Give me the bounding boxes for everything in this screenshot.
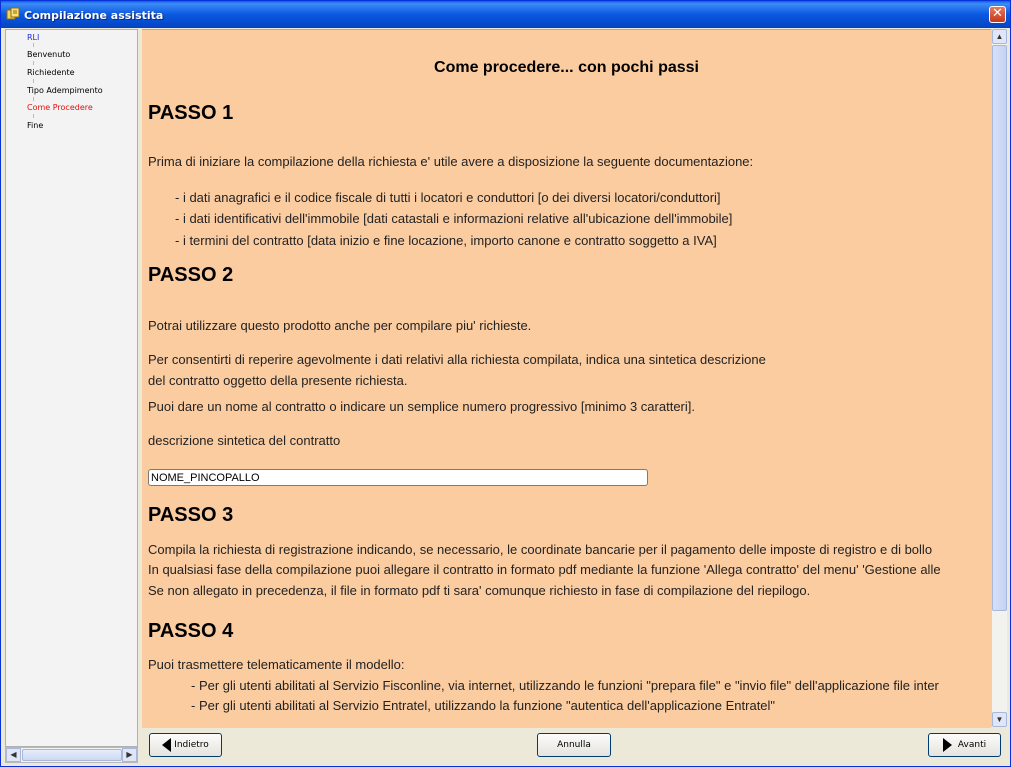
passo3-line1: Compila la richiesta di registrazione indicando, se necessario, le coordinate bancarie per il pagamento delle imposte di registro e di bollo (148, 542, 933, 557)
window-title: Compilazione assistita (24, 9, 164, 22)
back-button-label: Indietro (174, 740, 209, 750)
next-button[interactable] (928, 733, 1001, 757)
sidebar-item-come-procedere[interactable]: Come Procedere (27, 103, 93, 112)
arrow-right-icon (943, 738, 952, 752)
scroll-thumb[interactable] (992, 45, 1007, 611)
tree-connector (33, 97, 34, 101)
chevron-down-icon: ▼ (995, 715, 1004, 724)
close-button[interactable] (989, 6, 1006, 23)
passo3-line3: Se non allegato in precedenza, il file in formato pdf ti sara' comunque richiesto in fase di compilazione del riepilogo. (148, 583, 811, 598)
arrow-left-icon (162, 738, 171, 752)
title-bar[interactable] (1, 1, 1010, 28)
passo2-line3: del contratto oggetto della presente richiesta. (148, 373, 408, 388)
scroll-up-button[interactable] (992, 29, 1007, 44)
scroll-right-button[interactable] (122, 748, 137, 762)
sidebar-item-tipo-adempimento[interactable]: Tipo Adempimento (27, 86, 103, 95)
tree-connector (33, 43, 34, 47)
passo3-title: PASSO 3 (148, 504, 234, 526)
scroll-down-button[interactable] (992, 712, 1007, 727)
sidebar-item-fine[interactable]: Fine (27, 121, 44, 130)
close-icon: ✕ (992, 6, 1003, 21)
scroll-thumb[interactable] (22, 749, 122, 761)
tree-connector (33, 114, 34, 118)
chevron-left-icon: ◀ (10, 750, 17, 759)
sidebar-horizontal-scrollbar[interactable] (5, 747, 138, 763)
passo1-bullet: - i termini del contratto [data inizio e fine locazione, importo canone e contratto soggetto a IVA] (175, 233, 717, 248)
sidebar-item-benvenuto[interactable]: Benvenuto (27, 50, 71, 59)
page-title: Come procedere... con pochi passi (434, 59, 699, 76)
passo1-bullet: - i dati anagrafici e il codice fiscale di tutti i locatori e conduttori [o dei diversi locatori/conduttori] (175, 190, 721, 205)
next-button-label: Avanti (957, 740, 987, 750)
content-vertical-scrollbar[interactable] (991, 29, 1007, 727)
passo4-title: PASSO 4 (148, 620, 234, 642)
passo3-line2: In qualsiasi fase della compilazione puoi allegare il contratto in formato pdf mediante la funzione 'Allega contratto' del menu' 'Gestione alle (148, 562, 941, 577)
passo2-title: PASSO 2 (148, 264, 234, 286)
tree-connector (33, 61, 34, 65)
description-field-label: descrizione sintetica del contratto (148, 433, 341, 448)
scroll-left-button[interactable] (6, 748, 21, 762)
cancel-button-label: Annulla (557, 740, 591, 750)
sidebar-item-rli[interactable]: RLI (27, 33, 40, 42)
back-button[interactable] (149, 733, 222, 757)
passo2-line4: Puoi dare un nome al contratto o indicare un semplice numero progressivo [minimo 3 caratteri]. (148, 399, 695, 414)
passo1-intro: Prima di iniziare la compilazione della richiesta e' utile avere a disposizione la seguente documentazione: (148, 154, 754, 169)
passo4-bullet: - Per gli utenti abilitati al Servizio Fisconline, via internet, utilizzando le funzioni "prepara file" e "invio file" dell'applicazione file inter (191, 678, 939, 693)
passo1-title: PASSO 1 (148, 102, 234, 124)
sidebar (5, 29, 138, 747)
chevron-up-icon: ▲ (995, 32, 1004, 41)
passo1-bullet: - i dati identificativi dell'immobile [dati catastali e informazioni relative all'ubicazione dell'immobile] (175, 211, 733, 226)
description-input[interactable] (148, 469, 648, 486)
passo4-bullet: - Per gli utenti abilitati al Servizio Entratel, utilizzando la funzione "autentica dell'applicazione Entratel" (191, 698, 776, 713)
passo2-line1: Potrai utilizzare questo prodotto anche per compilare piu' richieste. (148, 318, 532, 333)
sidebar-item-richiedente[interactable]: Richiedente (27, 68, 75, 77)
passo4-line1: Puoi trasmettere telematicamente il modello: (148, 657, 405, 672)
tree-connector (33, 79, 34, 83)
chevron-right-icon: ▶ (126, 750, 133, 759)
cancel-button[interactable] (537, 733, 611, 757)
passo2-line2: Per consentirti di reperire agevolmente i dati relativi alla richiesta compilata, indica una sintetica descrizione (148, 352, 766, 367)
app-icon (6, 7, 21, 22)
content-panel (142, 29, 991, 728)
